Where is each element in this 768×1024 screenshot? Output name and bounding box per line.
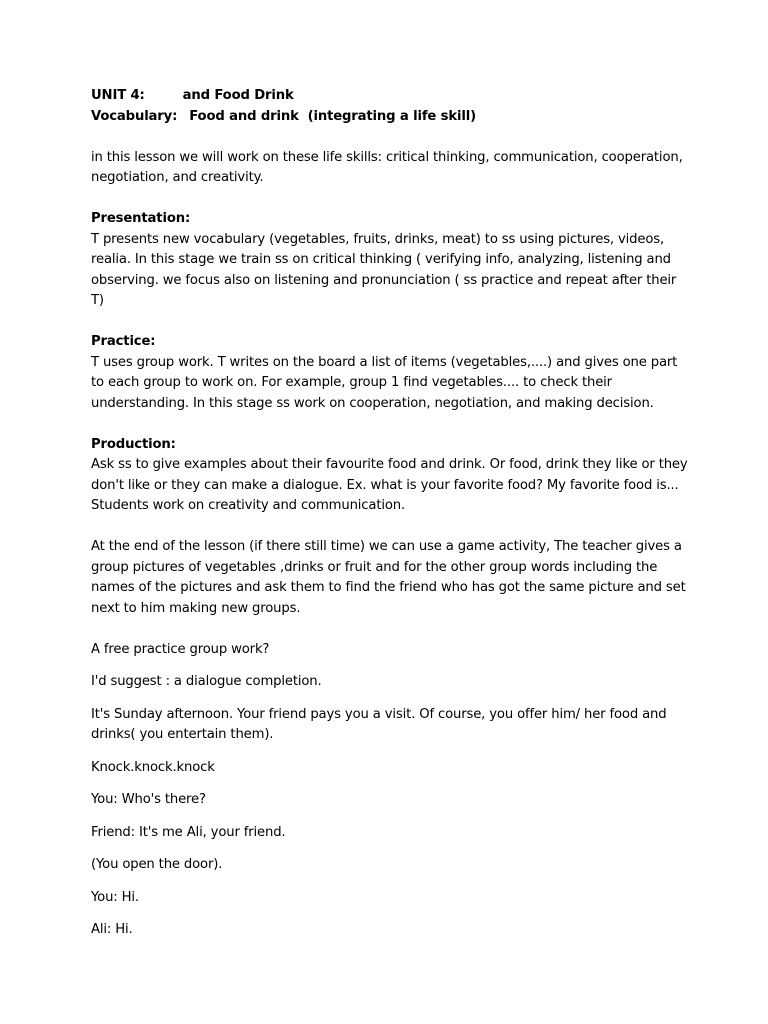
unit-label: UNIT 4: [91,88,145,103]
vocabulary-label: Vocabulary: [91,108,178,124]
vocabulary-title-line [91,107,691,128]
production-heading: Production: [91,436,176,452]
vocabulary-title: Food and drink (integrating a life skill) [189,108,476,124]
presentation-heading: Presentation: [91,211,191,226]
document-page [91,86,691,941]
game-paragraph: At the end of the lesson (if there still time) we can use a game activity, The teacher gives a group pictures of vegetables ,drinks or fruit and for the other group words including the names of the pictures and ask them to find the friend who has got the same picture and set next to him making new groups. [91,539,686,616]
free-practice-question: A free practice group work? [91,641,270,657]
unit-title: and Food Drink [182,88,294,103]
unit-title-line [91,86,691,107]
presentation-body: T presents new vocabulary (vegetables, fruits, drinks, meat) to ss using pictures, videos, realia. In this stage we train ss on critical thinking ( verifying info, analyzing, listening and observing. we focus also on listening and pronunciation ( ss practice and repeat after their T) [91,231,677,308]
intro-paragraph: in this lesson we will work on these life skills: critical thinking, communication, cooperation, negotiation, and creativity. [91,149,683,185]
dialogue-line: You: Who's there? [91,792,206,807]
dialogue-line: (You open the door). [91,857,223,872]
practice-heading: Practice: [91,334,156,349]
scenario-paragraph: It's Sunday afternoon. Your friend pays you a visit. Of course, you offer him/ her food and drinks( you entertain them). [91,706,667,742]
dialogue-line: Ali: Hi. [91,922,133,937]
suggestion-line: I'd suggest : a dialogue completion. [91,674,322,689]
dialogue-line: Knock.knock.knock [91,759,215,775]
dialogue-line: You: Hi. [91,889,139,905]
dialogue-line: Friend: It's me Ali, your friend. [91,824,286,840]
practice-body: T uses group work. T writes on the board a list of items (vegetables,....) and gives one part to each group to work on. For example, group 1 find vegetables.... to check their understanding. In this stage ss work on cooperation, negotiation, and making decision. [91,354,678,411]
production-body: Ask ss to give examples about their favourite food and drink. Or food, drink they like or they don't like or they can make a dialogue. Ex. what is your favorite food? My favorite food is... Students work on creativity and communication. [91,457,688,513]
